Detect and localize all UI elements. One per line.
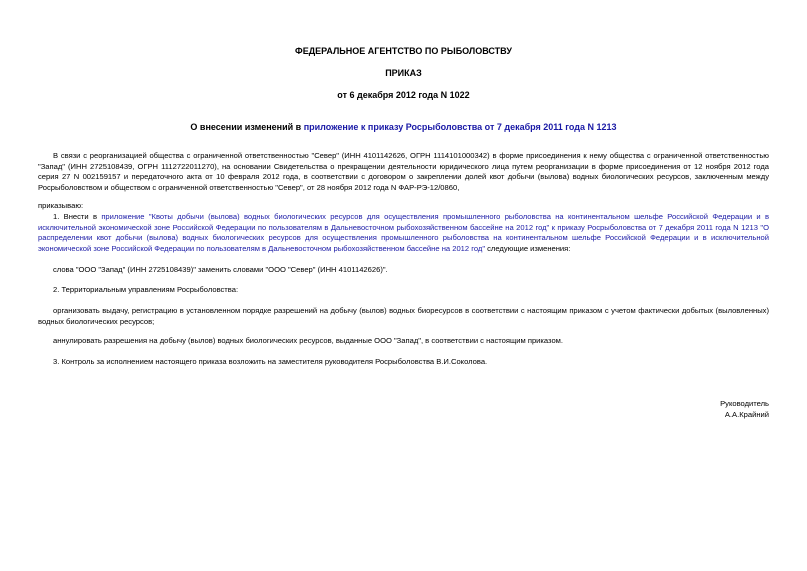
title-prefix: О внесении изменений в [190,122,304,132]
item-2a-paragraph: организовать выдачу, регистрацию в установленном порядке разрешений на добычу (вылов) водных биоресурсов в соответствии с настоящим приказом с учетом фактически добытых (выловленных) водных биологических ресурсов; [38,306,769,326]
signature-position: Руководитель [720,399,769,408]
title-link[interactable]: приложение к приказу Росрыболовства от 7 декабря 2011 года N 1213 [303,122,617,132]
signature-name: А.А.Крайний [724,410,769,419]
item-1-paragraph [38,212,769,254]
item-2-paragraph: 2. Территориальным управлениям Росрыболовства: [53,285,239,294]
document-date-number: от 6 декабря 2012 года N 1022 [337,90,470,100]
document-title [38,122,769,133]
order-word: приказываю: [38,201,84,210]
item-1-link[interactable]: приложение "Квоты добычи (вылова) водных биологических ресурсов для осуществления промышленного рыболовства на континентальном шельфе Российской Федерации и в исключительной экономической зоне Российской Федерации по пользователям в Дальневосточном рыбохозяйственном бассейне на 2012 год" к приказу Росрыболовства от 7 декабря 2011 года N 1213 "О распределении квот добычи (вылова) водных биологических ресурсов для осуществления промышленного рыболовства на континентальном шельфе Российской Федерации и в исключительной экономической зоне Российской Федерации по пользователям в Дальневосточном рыбохозяйственном бассейне на 2012 год" [38,212,769,253]
document-type: ПРИКАЗ [385,68,422,78]
agency-name: ФЕДЕРАЛЬНОЕ АГЕНТСТВО ПО РЫБОЛОВСТВУ [295,46,512,56]
item-1-prefix: 1. Внести в [53,212,102,221]
preamble-paragraph: В связи с реорганизацией общества с ограниченной ответственностью "Север" (ИНН 4101142626, ОГРН 1114101000342) в форме присоединения к нему общества с ограниченной ответственностью "Запад" (ИНН 2725108439, ОГРН 1112722011270), на основании Свидетельства о прекращении деятельности юридического лица путем реорганизации в форме присоединения от 12 ноября 2012 года серия 27 N 002159157 и передаточного акта от 10 февраля 2012 года, в соответствии с договором о закреплении долей квот добычи (вылова) водных биологических ресурсов, заключенным между Росрыболовством и обществом с ограниченной ответственностью "Север", от 28 ноября 2012 года N ФАР-РЭ-12/0860, [38,151,769,192]
replacement-paragraph: слова "ООО "Запад" (ИНН 2725108439)" заменить словами "ООО "Север" (ИНН 4101142626)". [53,265,388,274]
item-1-suffix: следующие изменения: [485,243,571,253]
item-2b-paragraph: аннулировать разрешения на добычу (вылов) водных биологических ресурсов, выданные ООО "Запад", в соответствии с настоящим приказом. [53,336,563,345]
item-3-paragraph: 3. Контроль за исполнением настоящего приказа возложить на заместителя руководителя Росрыболовства В.И.Соколова. [53,357,488,366]
